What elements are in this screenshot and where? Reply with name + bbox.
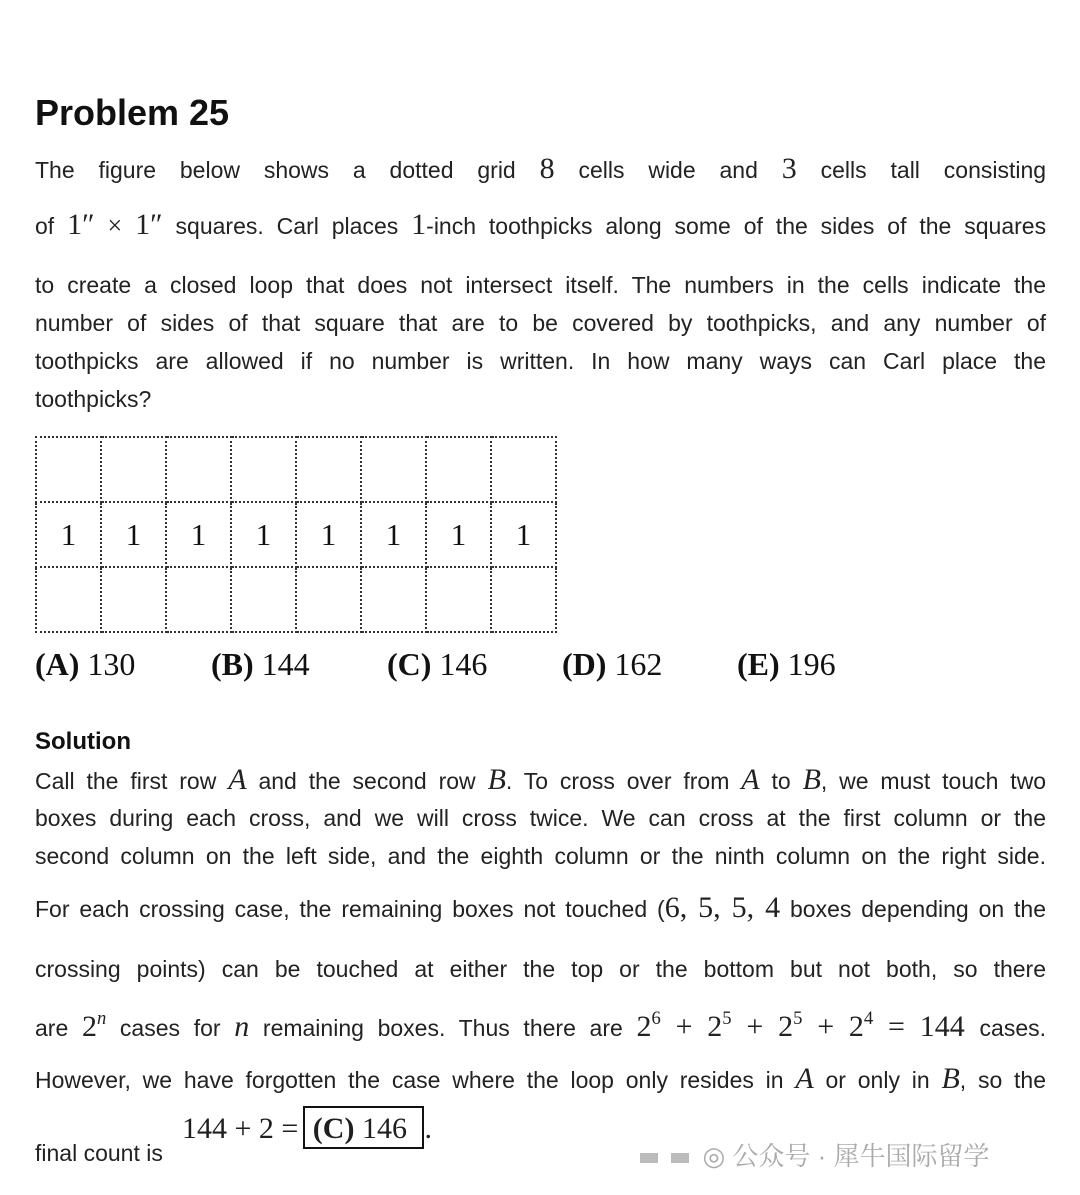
grid-cell [231, 567, 296, 632]
grid-cell [36, 437, 101, 502]
grid-cell [491, 437, 556, 502]
answer-choice [35, 646, 135, 683]
choice-letter: (E) [737, 646, 780, 682]
grid-cell: 1 [426, 502, 491, 567]
grid-cell: 1 [231, 502, 296, 567]
grid-cell [231, 437, 296, 502]
grid-cell: 1 [101, 502, 166, 567]
choice-value: 146 [439, 646, 488, 682]
sum-expression: $2^6 + 2^5 + 2^5 + 2^4 = 144$ [636, 1008, 965, 1044]
grid-cell [101, 437, 166, 502]
grid-cell: 1 [491, 502, 556, 567]
solution-line-4: For each crossing case, the remaining boxes not touched (6, 5, 5, 4 boxes depending on the [35, 891, 1047, 924]
grid-cell: 1 [36, 502, 101, 567]
grid-row [36, 567, 556, 632]
grid-cell [36, 567, 101, 632]
solution-line-3: second column on the left side, and the eighth column or the ninth column on the right side. [35, 843, 1046, 869]
problem-line-3: to create a closed loop that does not intersect itself. The numbers in the cells indicate the [35, 272, 1046, 298]
problem-title: Problem 25 [35, 92, 230, 133]
grid-cell [296, 567, 361, 632]
choice-value: 130 [87, 646, 136, 682]
grid-cell [166, 567, 231, 632]
solution-line-7: However, we have forgotten the case where the loop only resides in A or only in B, so the [35, 1062, 1047, 1095]
grid-cell [101, 567, 166, 632]
grid-cell [426, 567, 491, 632]
answer-choice [562, 646, 662, 683]
problem-line-1: The figure below shows a dotted grid 8 cells wide and 3 cells tall consisting [35, 152, 1047, 185]
grid-cell [361, 567, 426, 632]
choice-value: 196 [787, 646, 836, 682]
problem-line-4: number of sides of that square that are to be covered by toothpicks, and any number of [35, 310, 1046, 336]
dotted-grid [35, 436, 557, 633]
problem-line-6: toothpicks? [35, 386, 152, 412]
choice-value: 162 [614, 646, 663, 682]
grid-cell: 1 [296, 502, 361, 567]
solution-line-6: are 2$^n$ cases for n remaining boxes. Thus there are $2^6 + 2^5 + 2^5 + 2^4 = 144$ cases. [35, 1008, 1047, 1044]
final-expression: 144 + 2 = (C) 146 . [182, 1112, 432, 1146]
solution-line-1: Call the first row A and the second row B. To cross over from A to B, we must touch two [35, 763, 1047, 796]
solution-heading: Solution [35, 728, 131, 755]
grid-cell [166, 437, 231, 502]
answer-choice [387, 646, 487, 683]
grid-row [36, 502, 556, 567]
grid-cell: 1 [166, 502, 231, 567]
solution-line-5: crossing points) can be touched at either the top or the bottom but not both, so there [35, 956, 1046, 982]
final-answer-box: (C) 146 [303, 1106, 425, 1149]
solution-line-2: boxes during each cross, and we will cross twice. We can cross at the first column or the [35, 805, 1046, 831]
grid-cell: 1 [361, 502, 426, 567]
watermark-block-icon [671, 1153, 689, 1163]
grid-cell [426, 437, 491, 502]
watermark-block-icon [640, 1153, 658, 1163]
choice-letter: (B) [211, 646, 254, 682]
grid-cell [296, 437, 361, 502]
choice-letter: (C) [387, 646, 432, 682]
choice-letter: (A) [35, 646, 80, 682]
watermark: ◎ 公众号 · 犀牛国际留学 [640, 1136, 990, 1173]
choice-value: 144 [261, 646, 310, 682]
grid-cell [491, 567, 556, 632]
answer-choice [737, 646, 836, 683]
problem-line-2: of 1″ × 1″ squares. Carl places 1-inch toothpicks along some of the sides of the squares [35, 208, 1047, 241]
choice-letter: (D) [562, 646, 607, 682]
wechat-icon: ◎ [702, 1141, 726, 1171]
grid-cell [361, 437, 426, 502]
answer-choice [211, 646, 310, 683]
final-count-label: final count is [35, 1140, 163, 1166]
grid-row [36, 437, 556, 502]
problem-line-5: toothpicks are allowed if no number is written. In how many ways can Carl place the [35, 348, 1046, 374]
